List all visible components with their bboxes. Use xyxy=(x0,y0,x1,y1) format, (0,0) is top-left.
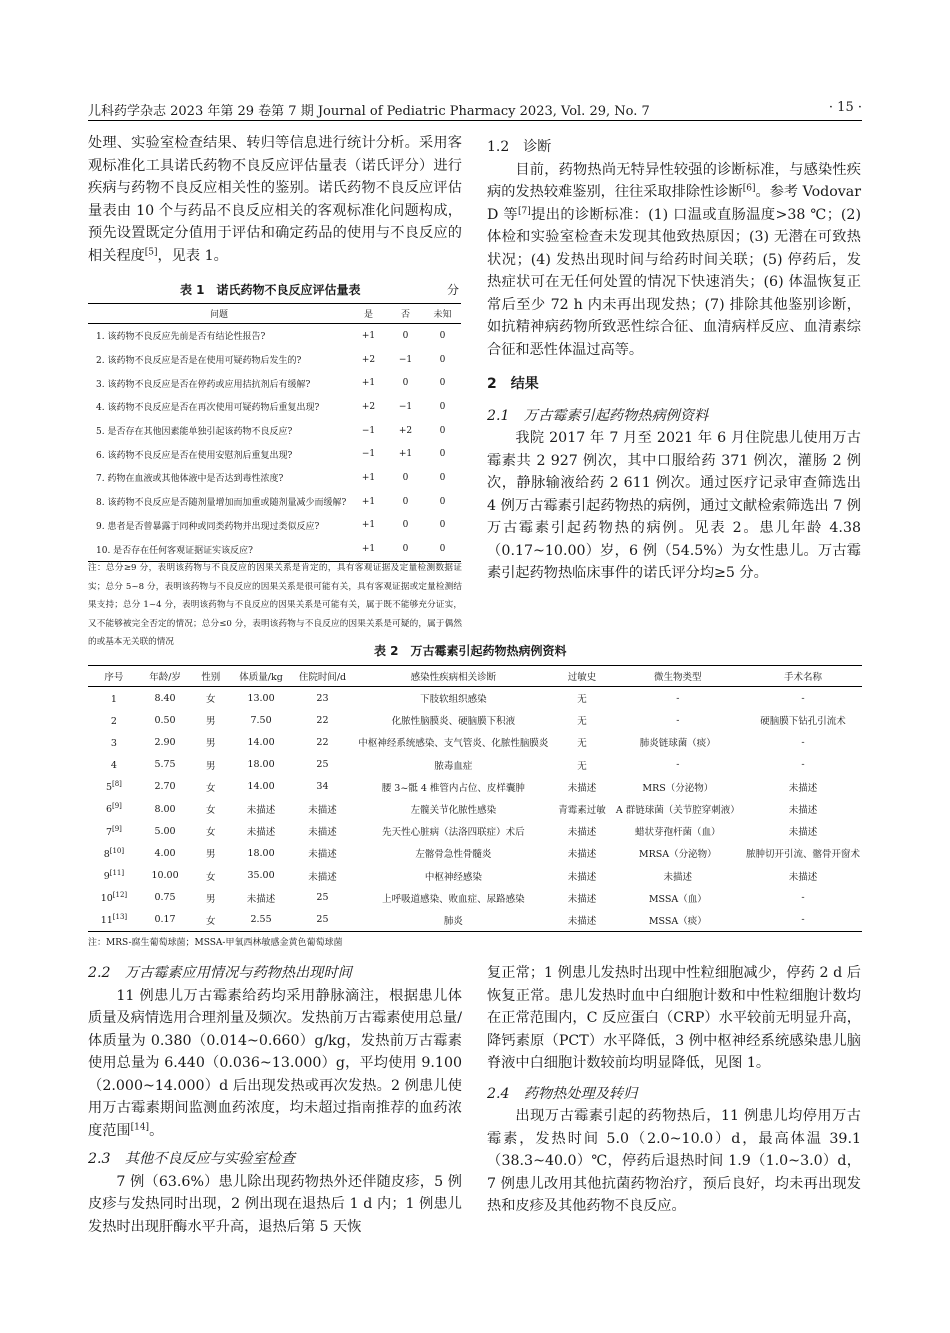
table1-cell-unknown: 0 xyxy=(439,449,446,460)
table2-cell-allergy: 未描述 xyxy=(567,871,597,883)
table1-cell-yes: +1 xyxy=(361,496,376,507)
methods-paragraph: 处理、实验室检查结果、转归等信息进行统计分析。采用客观标准化工具诺氏药物不良反应评估量表（诺氏评分）进行疾病与药物不良反应相关性的鉴别。诺氏药物不良反应评估量表由 10 个与药品不良反应相关的客观标准化问题构成，预先设置既定分值用于评估和确定药品的使用与不良反应的相关程度[5]，见表 1。 xyxy=(88,135,462,264)
table2-cell-sex: 女 xyxy=(190,909,231,932)
table2-cell-micro: A 群链球菌（关节腔穿刺液） xyxy=(615,805,740,817)
table1-unit: 分 xyxy=(447,283,460,297)
table1-header-no: 否 xyxy=(387,304,424,324)
table1-cell-yes: +2 xyxy=(361,354,376,365)
table2-cell-stay: 25 xyxy=(291,909,354,932)
table2-row xyxy=(88,798,862,820)
cases-paragraph: 我院 2017 年 7 月至 2021 年 6 月住院患儿使用万古霉素共 2 927 例次，其中口服给药 371 例次，灌肠 2 例次，静脉输液给药 2 611 例次。通过医疗记录审查筛选出 4 例万古霉素引起药物热的病例，通过文献检索筛选出 7 例万古霉素引起药物热的病例。见表 2。患儿年龄 4.38（0.17~10.00）岁，6 例（54.5%）为女性患儿。万古霉素引起药物热临床事件的诺氏评分均≥5 分。 xyxy=(487,430,861,581)
table2-cell-age: 2.70 xyxy=(154,781,176,793)
table1-cell-q: 3. 该药物不良反应是否在停药或应用拮抗剂后有缓解? xyxy=(96,379,311,390)
table2-cell-micro: MSSA（血） xyxy=(648,893,707,905)
journal-header: 儿科药学杂志 2023 年第 29 卷第 7 期 Journal of Pediatric Pharmacy 2023, Vol. 29, No. 7 xyxy=(88,104,650,119)
table2-cell-age: 8.40 xyxy=(154,692,176,704)
diagnosis-paragraph: 目前，药物热尚无特异性较强的诊断标准，与感染性疾病的发热较难鉴别，往往采取排除性诊断[6]。参考 Vodovar D 等[7]提出的诊断标准：(1) 口温或直肠温度>38 ℃；(2) 体检和实验室检查未发现其他致热原因；(3) 无潜在可致热状况；(4) 发热出现时间与给药时间关联；(5) 停药后，发热症状可在无任何处置的情况下快速消失；(6) 体温恢复正常后至少 72 h 内未再出现发热；(7) 排除其他鉴别诊断，如抗精神病药物所致恶性综合征、血清病样反应、血清素综合征和恶性体温过高等。 xyxy=(487,161,861,358)
table1-cell-q: 7. 药物在血液或其他体液中是否达到毒性浓度? xyxy=(96,474,284,485)
table1-cell-q: 6. 该药物不良反应是否在使用安慰剂后重复出现? xyxy=(96,450,293,461)
header-rule xyxy=(88,120,862,121)
table1-cell-q: 5. 是否存在其他因素能单独引起该药物不良反应? xyxy=(96,427,293,438)
table1-cell-yes: +2 xyxy=(361,401,376,412)
table1-cell-unknown: 0 xyxy=(439,378,446,389)
table2-cell-age: 0.50 xyxy=(154,714,176,726)
table1-cell-no: +2 xyxy=(398,425,413,436)
table1-cell-unknown: 0 xyxy=(439,330,446,341)
table1-cell-no: 0 xyxy=(387,537,424,561)
table1-row xyxy=(88,537,461,561)
table2-cell-sex: 女 xyxy=(206,805,216,817)
table1-cell-yes: −1 xyxy=(361,449,376,460)
table2-cell-ref: [12] xyxy=(112,891,128,900)
table2-row xyxy=(88,842,862,864)
table2-cell-no: 1 xyxy=(110,693,117,705)
table2-cell-stay: 34 xyxy=(316,781,329,793)
outcome-paragraph: 出现万古霉素引起的药物热后，11 例患儿均停用万古霉素，发热时间 5.0（2.0~10.0）d，最高体温 39.1（38.3~40.0）℃，停药后退热时间 1.9（1.0~3.0）d，7 例患儿改用其他抗菌药物治疗，预后良好，均未再出现发热和皮疹及其他药物不良反应。 xyxy=(487,1108,861,1214)
table2-cell-no: 11[13] xyxy=(88,909,140,932)
left-column-bottom xyxy=(88,962,462,1238)
table2-cell-dx: 中枢神经系统感染、支气管炎、化脓性脑膜炎 xyxy=(358,738,549,750)
table2-cell-no: 3 xyxy=(110,738,117,750)
table1-cell-no: 0 xyxy=(402,520,409,531)
table1-header-unknown: 未知 xyxy=(424,304,461,324)
table2-header-no: 序号 xyxy=(88,666,140,687)
table2-header-allergy: 过敏史 xyxy=(553,666,612,687)
right-column-top xyxy=(487,136,861,585)
table2-note: 注：MRS-腐生葡萄球菌；MSSA-甲氧西林敏感金黄色葡萄球菌 xyxy=(88,938,343,948)
table2-cell-dx: 先天性心脏病（法洛四联症）术后 xyxy=(382,827,525,839)
table2-cell-stay: 未描述 xyxy=(308,871,337,883)
table2-row xyxy=(88,865,862,887)
table2-cell-ref: [11] xyxy=(109,869,125,878)
table2-cell-no: 7[9] xyxy=(105,824,122,838)
table2-cell-surgery: 未描述 xyxy=(788,871,818,883)
table2-header-diagnosis: 感染性疾病相关诊断 xyxy=(354,666,552,687)
table2-header-age: 年龄/岁 xyxy=(140,666,190,687)
table2-cell-surgery: - xyxy=(801,736,805,748)
table2-cell-age: 5.75 xyxy=(154,759,176,771)
table2-cell-dx: 肺炎 xyxy=(354,909,552,932)
table2-cell-no: 10[12] xyxy=(100,891,128,905)
table2-row xyxy=(88,731,862,753)
section-2-2-title: 2.2 万古霉素应用情况与药物热出现时间 xyxy=(88,965,352,981)
table2-row xyxy=(88,754,862,776)
table2-cell-wt: 35.00 xyxy=(247,870,275,882)
table1-cell-no: −1 xyxy=(398,401,413,412)
left-column-top xyxy=(88,132,462,267)
table2-cell-micro: - xyxy=(676,692,680,704)
table2-cell-wt: 未描述 xyxy=(246,805,276,817)
table2-cell-wt: 2.55 xyxy=(231,909,290,932)
table2-cell-dx: 中枢神经感染 xyxy=(424,871,482,883)
table2-cell-surgery: - xyxy=(801,692,805,704)
table2-cell-ref: [13] xyxy=(112,913,128,922)
table2-cell-surgery: 未描述 xyxy=(788,827,818,839)
table1-cell-q: 1. 该药物不良反应先前是否有结论性报告? xyxy=(96,332,266,343)
table2-cell-sex: 男 xyxy=(206,716,216,728)
table2-cell-surgery: 硬脑膜下钻孔引流术 xyxy=(760,716,846,728)
table1-cell-q: 9. 患者是否曾暴露于同种或同类药物并出现过类似反应? xyxy=(96,521,320,532)
table1-cell-unknown: 0 xyxy=(439,496,446,507)
table2-cell-stay: 23 xyxy=(316,692,329,704)
table2 xyxy=(88,665,862,932)
table1-header-yes: 是 xyxy=(350,304,387,324)
table2-cell-sex: 男 xyxy=(206,893,216,905)
table2-cell-no: 4 xyxy=(110,760,117,772)
table2-cell-no: 5[8] xyxy=(105,780,122,794)
table2-cell-allergy: 无 xyxy=(577,694,587,706)
table2-cell-dx: 左髂骨急性骨髓炎 xyxy=(415,849,492,861)
table2-cell-ref: [9] xyxy=(111,802,122,811)
table1-cell-unknown: 0 xyxy=(439,425,446,436)
table1-cell-yes: +1 xyxy=(350,537,387,561)
table2-cell-surgery: - xyxy=(801,892,805,904)
table2-cell-dx: 脓毒血症 xyxy=(434,760,473,772)
table2-cell-surgery: 未描述 xyxy=(788,782,818,794)
section-2-3-title: 2.3 其他不良反应与实验室检查 xyxy=(88,1151,296,1167)
table2-cell-dx: 左髋关节化脓性感染 xyxy=(410,805,497,817)
table1-row xyxy=(88,395,461,419)
table2-cell-allergy: 无 xyxy=(577,760,587,772)
table2-cell-micro: 未描述 xyxy=(663,871,693,883)
table1-cell-yes: +1 xyxy=(361,378,376,389)
table2-row xyxy=(88,709,862,731)
table2-cell-allergy: 未描述 xyxy=(567,849,597,861)
table2-header-stay: 住院时间/d xyxy=(291,666,354,687)
table1-cell-yes: +1 xyxy=(361,330,376,341)
table2-row xyxy=(88,909,862,932)
usage-paragraph: 11 例患儿万古霉素给药均采用静脉滴注，根据患儿体质量及病情选用合理剂量及频次。发热前万古霉素使用总量/体质量为 0.380（0.014~0.660）g/kg，发热前万古霉素使用总量为 6.440（0.036~13.000）g，平均使用 9.100（2.000~14.000）d 后出现发热或再次发热。2 例患儿使用万古霉素期间监测血药浓度，均未超过指南推荐的血药浓度范围[14]。 xyxy=(88,987,462,1139)
table2-cell-dx: 上呼吸道感染、败血症、尿路感染 xyxy=(382,893,525,905)
table2-cell-stay: 未描述 xyxy=(308,827,337,839)
page-number: · 15 · xyxy=(828,100,862,115)
table2-cell-age: 8.00 xyxy=(154,803,176,815)
table2-header-surgery: 手术名称 xyxy=(744,666,862,687)
table2-header-weight: 体质量/kg xyxy=(231,666,290,687)
table2-header-sex: 性别 xyxy=(190,666,231,687)
lab-paragraph: 复正常；1 例患儿发热时出现中性粒细胞减少，停药 2 d 后恢复正常。患儿发热时血中白细胞计数和中性粒细胞计数均在正常范围内，C 反应蛋白（CRP）水平较前无明显升高，降钙素原（PCT）水平降低，3 例中枢神经系统感染患儿脑脊液中白细胞计数较前均明显降低，见图 1。 xyxy=(487,965,861,1071)
table1-cell-unknown: 0 xyxy=(439,472,446,483)
table2-cell-age: 2.90 xyxy=(154,736,176,748)
table1-cell-q: 10. 是否存在任何客观证据证实该反应? xyxy=(88,537,350,561)
table2-cell-allergy: 无 xyxy=(577,716,587,728)
table1-cell-unknown: 0 xyxy=(439,520,446,531)
table2-cell-stay: 22 xyxy=(316,714,329,726)
table2-cell-micro: - xyxy=(676,759,680,771)
table1-cell-no: +1 xyxy=(398,449,413,460)
table2-cell-wt: 13.00 xyxy=(247,692,275,704)
table1-cell-q: 8. 该药物不良反应是否随剂量增加而加重或随剂量减少而缓解? xyxy=(96,498,347,509)
table2-cell-allergy: 青霉素过敏 xyxy=(558,805,606,817)
table1-cell-yes: +1 xyxy=(361,472,376,483)
table1-cell-unknown: 0 xyxy=(439,354,446,365)
table2-cell-ref: [8] xyxy=(111,780,122,789)
table2-cell-sex: 女 xyxy=(206,694,216,706)
table2-header-microbe: 微生物类型 xyxy=(612,666,744,687)
table2-cell-surgery: - xyxy=(801,759,805,771)
table2-row xyxy=(88,776,862,798)
table1-row xyxy=(88,348,461,372)
table2-cell-sex: 男 xyxy=(206,760,216,772)
table2-row xyxy=(88,687,862,710)
table2-cell-surgery: 脓肿切开引流、髂骨开窗术 xyxy=(745,849,860,861)
table1-cell-no: 0 xyxy=(402,330,409,341)
section-1-2-title: 1.2 诊断 xyxy=(487,139,552,155)
table2-cell-stay: 22 xyxy=(316,736,329,748)
table2-cell-allergy: 未描述 xyxy=(553,909,612,932)
table2-cell-surgery: - xyxy=(744,909,862,932)
section-2-1-title: 2.1 万古霉素引起药物热病例资料 xyxy=(487,407,709,424)
table1-cell-no: −1 xyxy=(398,354,413,365)
table2-cell-micro: 肺炎链球菌（痰） xyxy=(639,738,716,750)
table1-caption: 表 1 诺氏药物不良反应评估量表 xyxy=(180,283,361,297)
section-2-4-title: 2.4 药物热处理及转归 xyxy=(487,1085,638,1102)
table1-cell-no: 0 xyxy=(402,472,409,483)
table1-cell-unknown: 0 xyxy=(439,401,446,412)
table1-row xyxy=(88,442,461,466)
table1-cell-unknown: 0 xyxy=(424,537,461,561)
table2-cell-sex: 男 xyxy=(206,849,216,861)
table2-cell-age: 4.00 xyxy=(154,847,176,859)
table2-cell-dx: 下肢软组织感染 xyxy=(420,694,487,706)
table2-cell-age: 10.00 xyxy=(151,870,179,882)
table2-cell-dx: 化脓性脑膜炎、硬脑膜下积液 xyxy=(391,716,516,728)
table2-cell-age: 0.17 xyxy=(140,909,190,932)
table1-row xyxy=(88,490,461,514)
table2-cell-allergy: 未描述 xyxy=(567,782,597,794)
table2-cell-wt: 7.50 xyxy=(250,714,272,726)
table1-cell-no: 0 xyxy=(402,496,409,507)
table1-cell-q: 4. 该药物不良反应是否在再次使用可疑药物后重复出现? xyxy=(96,403,320,414)
table1-row xyxy=(88,324,461,348)
table2-cell-stay: 未描述 xyxy=(308,805,337,817)
table1-row xyxy=(88,514,461,538)
table2-cell-age: 0.75 xyxy=(154,892,176,904)
table2-cell-sex: 女 xyxy=(206,871,216,883)
adverse-paragraph: 7 例（63.6%）患儿除出现药物热外还伴随皮疹，5 例皮疹与发热同时出现，2 例出现在退热后 1 d 内；1 例患儿发热时出现肝酶水平升高，退热后第 5 天恢 xyxy=(88,1173,462,1235)
table2-cell-stay: 未描述 xyxy=(308,849,337,861)
right-column-bottom xyxy=(487,962,861,1218)
table2-cell-allergy: 无 xyxy=(577,738,587,750)
table2-caption: 表 2 万古霉素引起药物热病例资料 xyxy=(374,644,567,658)
table1-cell-q: 2. 该药物不良反应是否是在使用可疑药物后发生的? xyxy=(96,356,302,367)
table2-cell-no: 6[9] xyxy=(105,802,122,816)
table2-cell-stay: 25 xyxy=(316,759,329,771)
table2-cell-surgery: 未描述 xyxy=(788,805,818,817)
table2-cell-sex: 女 xyxy=(206,827,216,839)
table2-cell-wt: 18.00 xyxy=(247,847,275,859)
table2-cell-micro: 蜡状芽孢杆菌（血） xyxy=(635,827,721,839)
table2-cell-no: 9[11] xyxy=(103,869,125,883)
table2-cell-micro: MRSA（分泌物） xyxy=(638,849,717,861)
table1-note: 注：总分≥9 分，表明该药物与不良反应的因果关系是肯定的，具有客观证据及定量检测数据证实；总分 5~8 分，表明该药物与不良反应的因果关系是很可能有关，具有客观证据或定量检测结果支持；总分 1~4 分，表明该药物与不良反应的因果关系是可能有关，属于既不能够充分证实，又不能够被完全否定的情况；总分≤0 分，表明该药物与不良反应的因果关系是可疑的，属于偶然的或基本无关联的情况 xyxy=(88,563,462,648)
table2-cell-allergy: 未描述 xyxy=(567,893,597,905)
table1-header-question: 问题 xyxy=(88,304,350,324)
table2-cell-sex: 男 xyxy=(206,738,216,750)
table1-row xyxy=(88,419,461,443)
table2-cell-ref: [9] xyxy=(111,824,122,833)
table2-cell-stay: 25 xyxy=(316,892,329,904)
table1-row xyxy=(88,371,461,395)
table2-cell-wt: 未描述 xyxy=(246,827,276,839)
table1-cell-yes: −1 xyxy=(361,425,376,436)
table2-cell-ref: [10] xyxy=(109,846,125,855)
table2-cell-dx: 腰 3~骶 4 椎管内占位、皮样囊肿 xyxy=(381,782,525,794)
table1-cell-no: 0 xyxy=(402,378,409,389)
table2-row xyxy=(88,887,862,909)
table2-cell-micro: MSSA（痰） xyxy=(612,909,744,932)
table2-cell-micro: MRS（分泌物） xyxy=(642,782,714,794)
section-2-title: 2 结果 xyxy=(487,376,539,392)
table1-row xyxy=(88,466,461,490)
running-header xyxy=(88,100,862,119)
table2-cell-micro: - xyxy=(676,714,680,726)
table2-cell-wt: 14.00 xyxy=(247,736,275,748)
table2-row xyxy=(88,820,862,842)
table2-cell-no: 2 xyxy=(110,715,117,727)
table2-cell-no: 8[10] xyxy=(103,846,125,860)
table2-cell-wt: 14.00 xyxy=(247,781,275,793)
table2-cell-wt: 未描述 xyxy=(246,893,276,905)
table2-cell-wt: 18.00 xyxy=(247,759,275,771)
table2-cell-age: 5.00 xyxy=(154,825,176,837)
table2-cell-sex: 女 xyxy=(206,782,216,794)
table1 xyxy=(88,303,461,562)
table2-cell-allergy: 未描述 xyxy=(567,827,597,839)
table1-cell-yes: +1 xyxy=(361,520,376,531)
